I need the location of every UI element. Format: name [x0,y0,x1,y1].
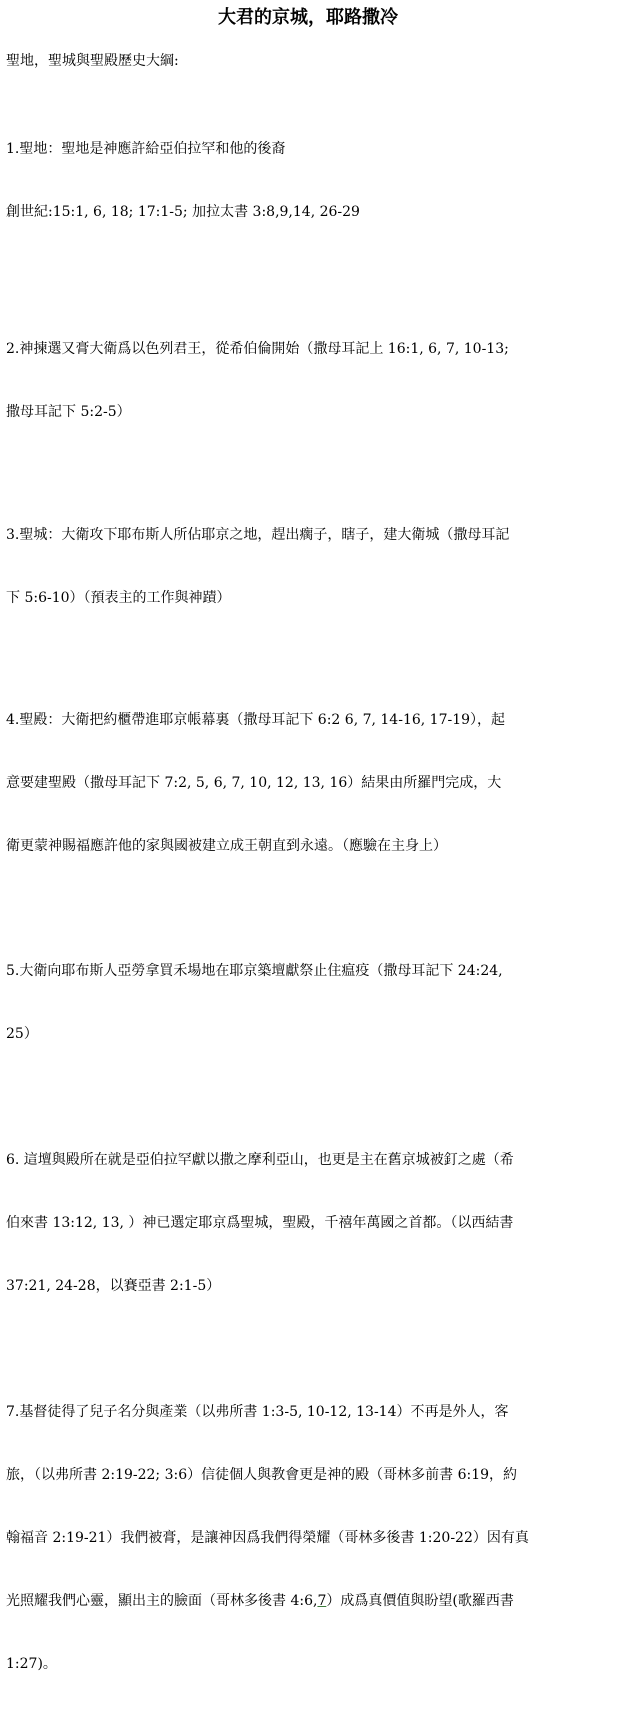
paragraph-6 [6,1108,610,1339]
paragraph-2 [6,297,610,465]
paragraph-5 [6,919,610,1087]
underlined-verse-number: 7 [317,1593,327,1609]
paragraph-4-line-1: 4.聖殿：大衛把約櫃帶進耶京帳幕裏（撒母耳記下 6:2 6, 7, 14-16, 17-19），起 [6,712,506,728]
paragraph-7-line-2: 旅，（以弗所書 2:19-22; 3:6）信徒個人與教會更是神的殿（哥林多前書 6:19，約 [6,1467,518,1483]
paragraph-3-line-1: 3.聖城：大衛攻下耶布斯人所佔耶京之地，趕出瘸子，瞎子，建大衛城（撒母耳記 [6,527,510,543]
paragraph-2-line-1: 2.神揀選又膏大衛爲以色列君王，從希伯倫開始（撒母耳記上 16:1, 6, 7, 10-13; [6,341,509,357]
paragraph-7-line-1: 7.基督徒得了兒子名分與產業（以弗所書 1:3-5, 10-12, 13-14）不再是外人，客 [6,1404,509,1420]
paragraph-6-line-3: 37:21, 24-28，以賽亞書 2:1-5） [6,1278,221,1294]
paragraph-6-line-1: 6. 這壇與殿所在就是亞伯拉罕獻以撒之摩利亞山，也更是主在舊京城被釘之處（希 [6,1152,514,1168]
paragraph-7-line-4-start: 光照耀我們心靈，顯出主的臉面（哥林多後書 4:6, [6,1593,318,1609]
paragraph-4-line-2: 意要建聖殿（撒母耳記下 7:2, 5, 6, 7, 10, 12, 13, 16）結果由所羅門完成，大 [6,775,502,791]
paragraph-3 [6,483,610,651]
paragraph-4-line-3: 衛更蒙神賜福應許他的家與國被建立成王朝直到永遠。（應驗在主身上） [6,838,447,854]
paragraph-7-line-4 [6,1591,610,1612]
paragraph-1-line-2: 創世紀:15:1, 6, 18; 17:1-5; 加拉太書 3:8,9,14, 26-29 [6,204,360,220]
paragraph-1 [6,97,610,265]
page-title: 大君的京城，耶路撒冷 [218,7,398,28]
paragraph-7-line-5: 1:27)。 [6,1656,57,1672]
paragraph-7 [6,1360,610,1717]
paragraph-2-line-2: 撒母耳記下 5:2-5） [6,404,131,420]
paragraph-5-line-1: 5.大衛向耶布斯人亞勞拿買禾場地在耶京築壇獻祭止住瘟疫（撒母耳記下 24:24, [6,963,503,979]
paragraph-7-line-4-end: ）成爲真價值與盼望(歌羅西書 [326,1593,514,1609]
paragraph-1-line-1: 1.聖地：聖地是神應許給亞伯拉罕和他的後裔 [6,141,286,157]
document-subtitle: 聖地，聖城與聖殿歷史大綱: [6,53,179,69]
paragraph-7-line-3: 翰福音 2:19-21）我們被膏，是讓神因爲我們得榮耀（哥林多後書 1:20-22）因有真 [6,1530,529,1546]
paragraph-5-line-2: 25） [6,1026,38,1042]
paragraph-4 [6,668,610,899]
paragraph-3-line-2: 下 5:6-10）（預表主的工作與神蹟） [6,590,231,606]
paragraph-6-line-2: 伯來書 13:12, 13, ）神已選定耶京爲聖城，聖殿，千禧年萬國之首都。（以西結書 [6,1215,514,1231]
